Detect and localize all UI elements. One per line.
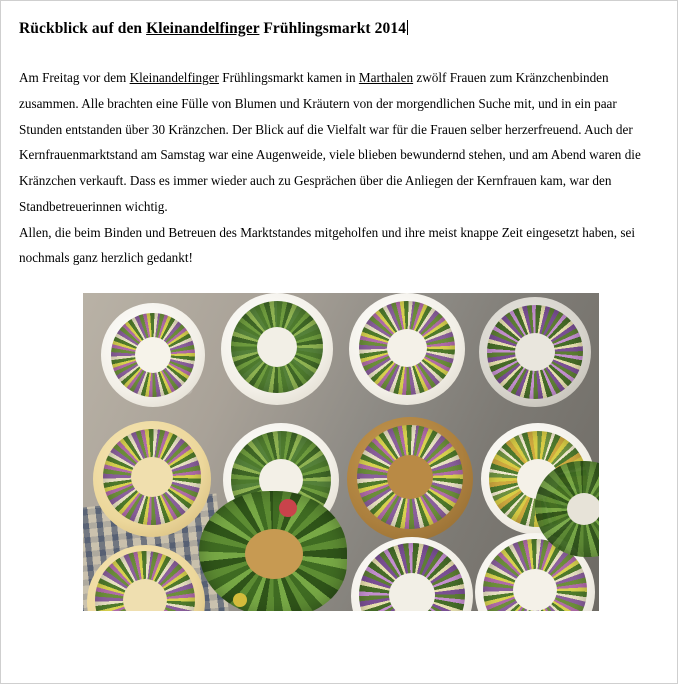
document-content (1, 1, 677, 611)
wreath-center (387, 455, 433, 499)
page-title-underlined: Kleinandelfinger (146, 20, 260, 37)
flower-wreaths-photo (83, 293, 599, 611)
run-3: Frühlingsmarkt kamen in (218, 70, 359, 86)
paragraph-1 (19, 65, 655, 219)
berry (233, 593, 247, 607)
run-5: zwölf Frauen zum Kränzchenbinden zusammen. Alle brachten eine Fülle von Blumen und Kräutern von der morgendlichen Suche mit, und in ein paar Stunden entstanden über 30 Kränzchen. Der Blick auf die Vielfalt war für die Frauen selber herzerfreuend. Auch der Kernfrauenmarktstand am Samstag war eine Augenweide, viele blieben bewundernd stehen, und am Abend waren die Kränzchen verkauft. Dass es immer wieder auch zu Gesprächen über die Anliegen der Kernfrauen kam, war den Standbetreuerinnen wichtig. (19, 70, 641, 214)
wreath-center (567, 493, 599, 525)
run-2-underlined: Kleinandelfinger (129, 70, 219, 86)
wreath-center (135, 337, 171, 373)
run-6: Allen, die beim Binden und Betreuen des Marktstandes mitgeholfen und ihre meist knappe Zeit eingesetzt haben, sei nochmals ganz herzlich gedankt! (19, 224, 635, 266)
wreath-center (513, 569, 557, 611)
text-caret (407, 20, 408, 35)
document-body (19, 65, 655, 271)
berry (279, 499, 297, 517)
wreath-center (389, 573, 435, 611)
page-title (19, 19, 655, 39)
page-title-before: Rückblick auf den (19, 20, 147, 37)
photo-canvas (83, 293, 599, 611)
run-4-underlined: Marthalen (358, 70, 414, 86)
wreath-center (245, 529, 303, 579)
wreath-center (257, 327, 297, 367)
wreath-center (387, 329, 427, 367)
page-title-after: Frühlingsmarkt 2014 (259, 20, 407, 37)
wreath-center (131, 457, 173, 497)
wreath-center (515, 333, 555, 371)
run-1: Am Freitag vor dem (19, 70, 130, 86)
paragraph-2 (19, 220, 655, 271)
